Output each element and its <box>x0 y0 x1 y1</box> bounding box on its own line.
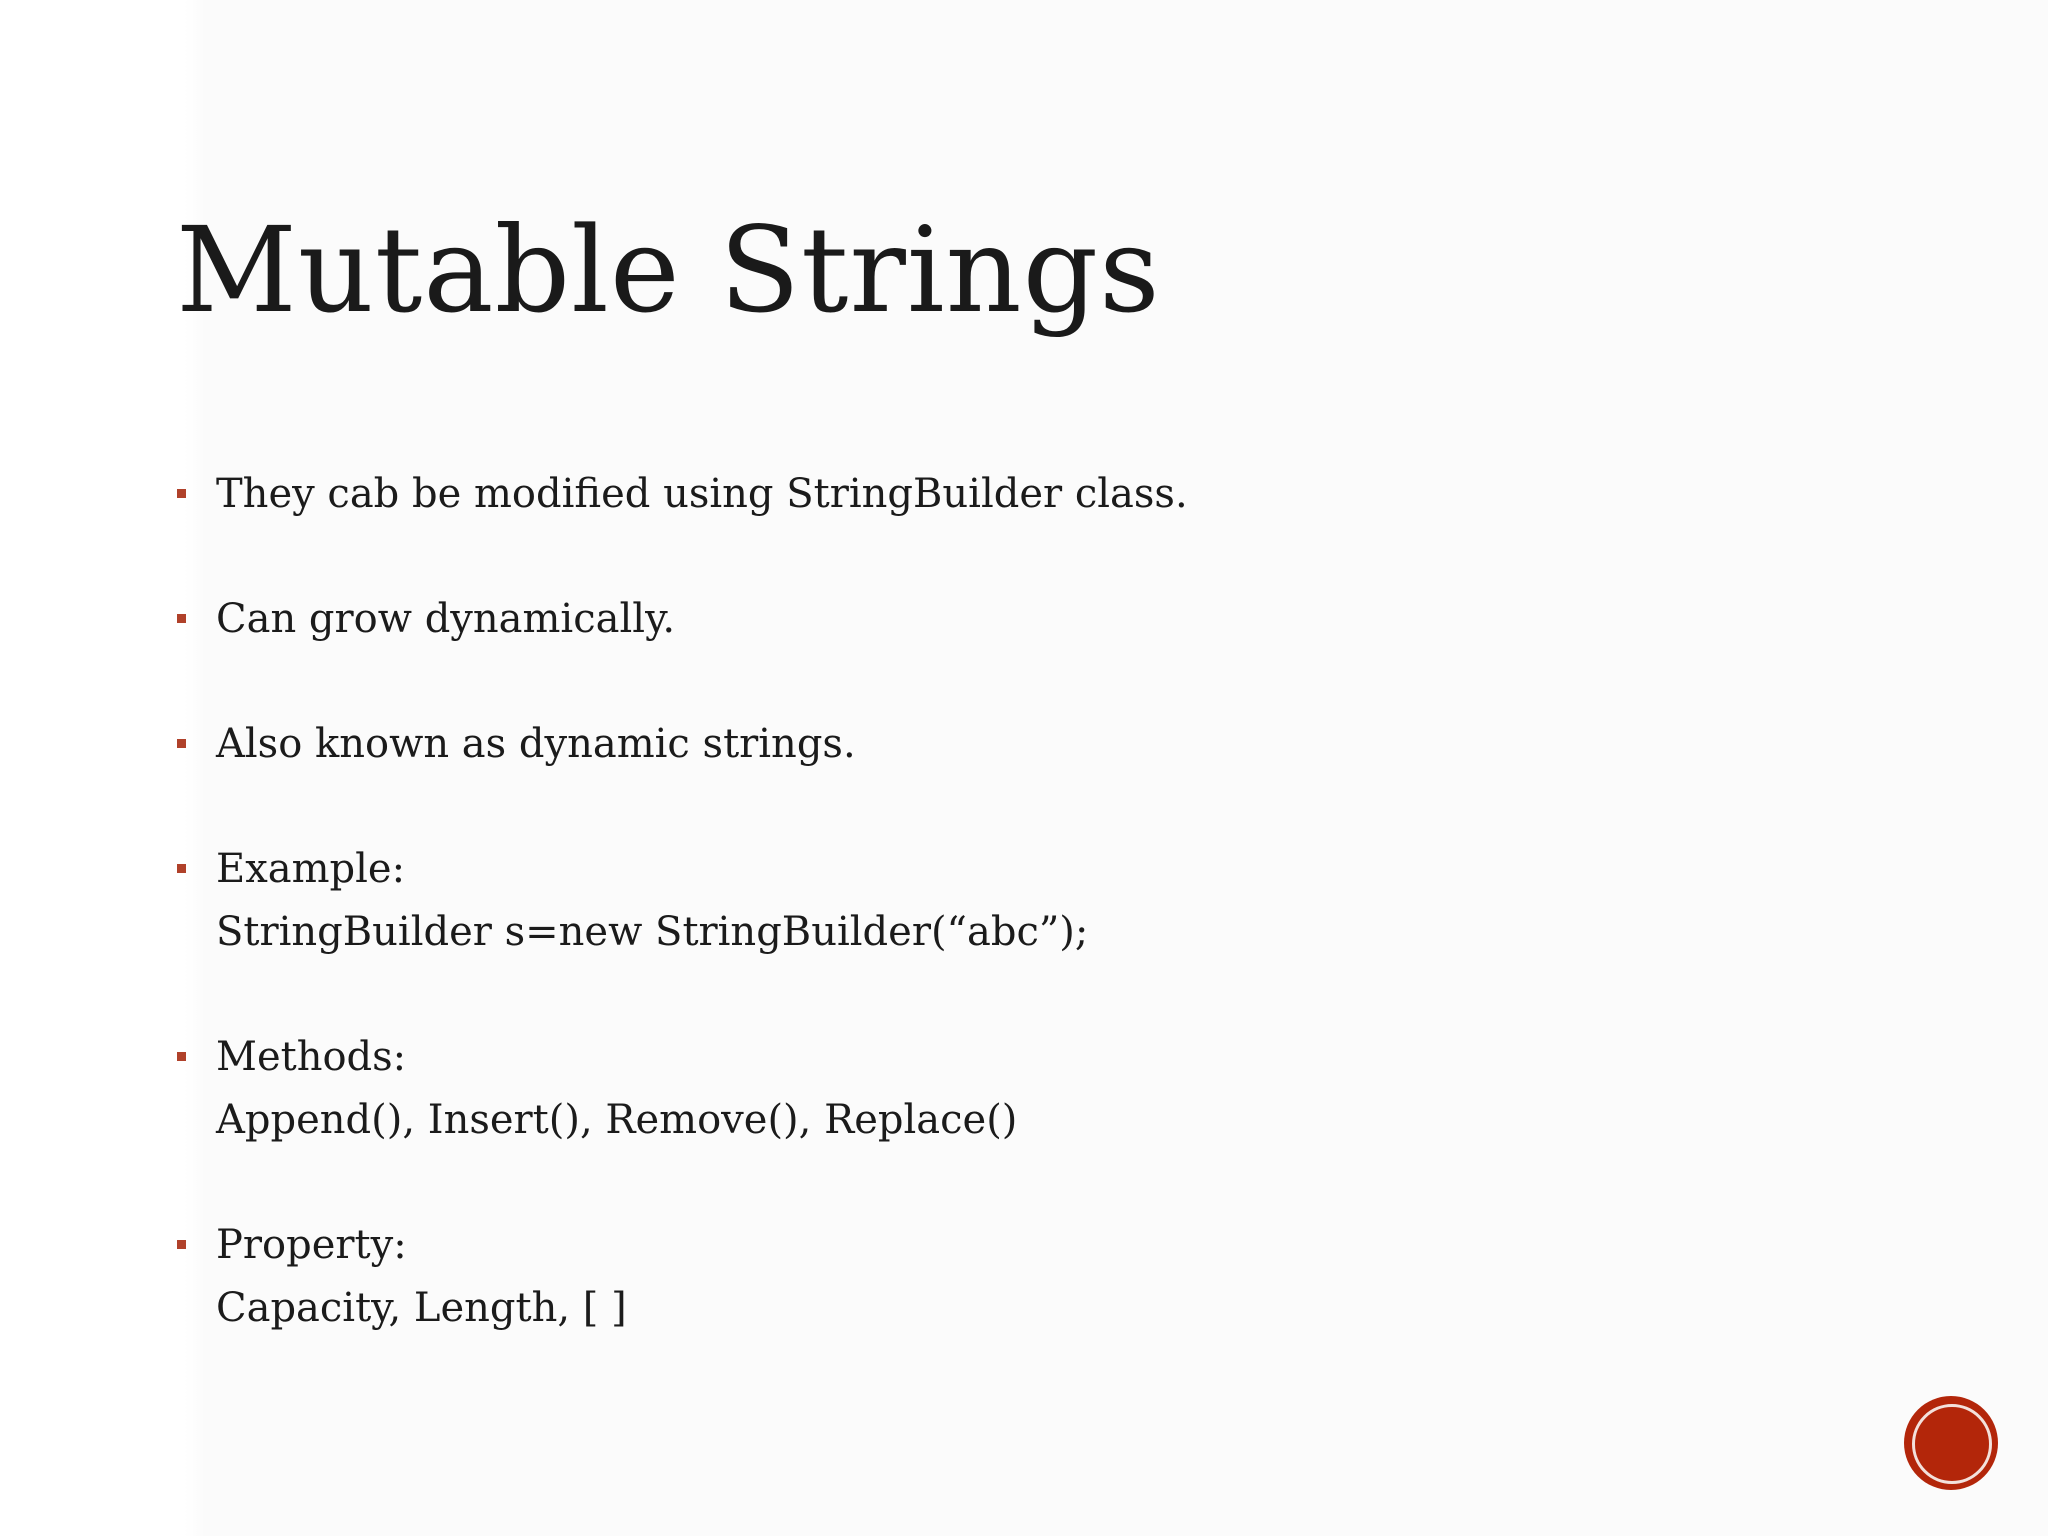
bullet-item <box>176 588 1676 651</box>
bullet-text: Property: <box>216 1222 407 1268</box>
bullet-marker-icon <box>177 614 186 623</box>
bullet-list <box>176 463 1676 1402</box>
bullet-text: Also known as dynamic strings. <box>216 721 856 767</box>
slide-title: Mutable Strings <box>176 201 1161 339</box>
bullet-item <box>176 838 1676 964</box>
bullet-code-line: StringBuilder s=new StringBuilder(“abc”); <box>216 909 1089 955</box>
bullet-marker-icon <box>177 1240 186 1249</box>
bullet-item <box>176 1214 1676 1340</box>
bullet-marker-icon <box>177 739 186 748</box>
bullet-item <box>176 463 1676 526</box>
bullet-item <box>176 713 1676 776</box>
bullet-marker-icon <box>177 489 186 498</box>
bullet-detail-line: Capacity, Length, [ ] <box>216 1285 627 1331</box>
slide-nav-circle-icon[interactable] <box>1906 1398 1996 1488</box>
bullet-marker-icon <box>177 1052 186 1061</box>
bullet-text: They cab be modified using StringBuilder class. <box>216 471 1188 517</box>
bullet-marker-icon <box>177 864 186 873</box>
bullet-text: Example: <box>216 846 406 892</box>
bullet-text: Can grow dynamically. <box>216 596 676 642</box>
bullet-text: Methods: <box>216 1034 407 1080</box>
nav-circle-ring <box>1912 1404 1992 1484</box>
bullet-detail-line: Append(), Insert(), Remove(), Replace() <box>216 1097 1018 1143</box>
bullet-item <box>176 1026 1676 1152</box>
